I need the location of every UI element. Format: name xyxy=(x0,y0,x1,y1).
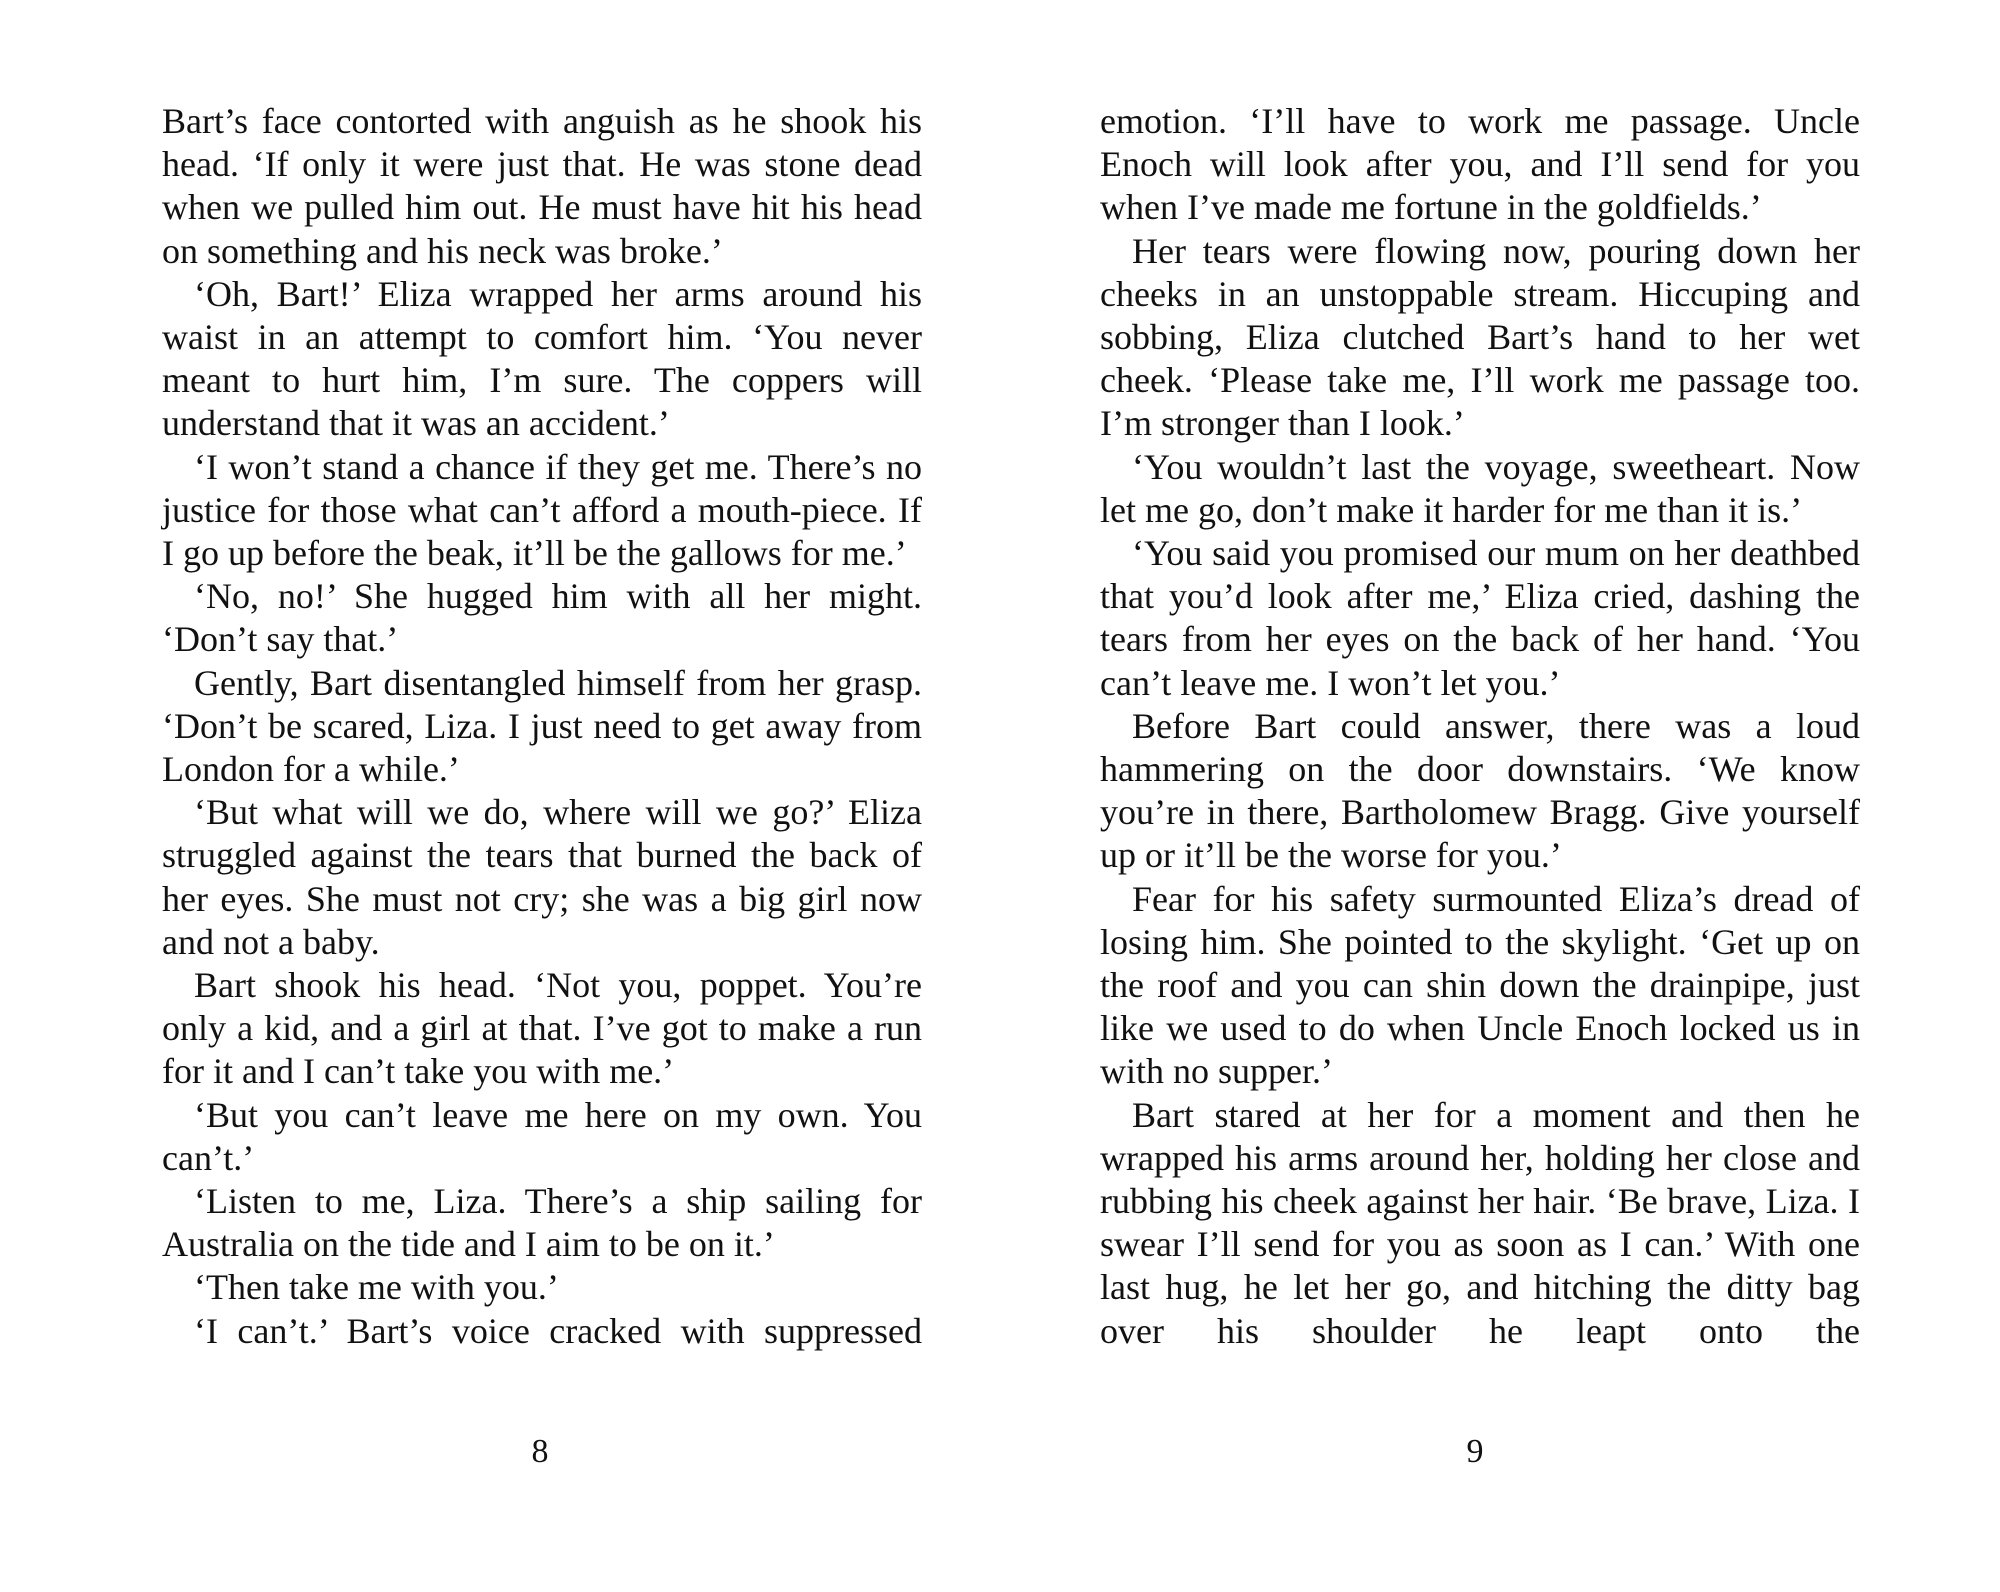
paragraph: ‘Then take me with you.’ xyxy=(194,1267,559,1308)
paragraph: ‘But you can’t leave me here on my own. You can’t.’ xyxy=(162,1094,922,1178)
paragraph: Her tears were flowing now, pouring down her cheeks in an unstoppable stream. Hiccuping and sobbing, Eliza clutched Bart’s hand to her wet cheek. ‘Please take me, I’ll work me passage too. I’m stronger than I look.’ xyxy=(1100,230,1860,444)
paragraph: Bart’s face contorted with anguish as he shook his head. ‘If only it were just that. He was stone dead when we pulled him out. He must have hit his head on something and his neck was broke.’ xyxy=(162,101,922,271)
paragraph: ‘You said you promised our mum on her deathbed that you’d look after me,’ Eliza cried, dashing the tears from her eyes on the back of her hand. ‘You can’t leave me. I won’t let you.’ xyxy=(1100,533,1860,703)
page-number-right: 9 xyxy=(1466,1433,1484,1470)
paragraph: ‘Listen to me, Liza. There’s a ship sailing for Australia on the tide and I aim to be on it.’ xyxy=(162,1181,922,1265)
right-page xyxy=(1100,100,1860,1353)
left-page xyxy=(162,100,922,1353)
paragraph: Before Bart could answer, there was a loud hammering on the door downstairs. ‘We know you’re in there, Bartholomew Bragg. Give yourself up or it’ll be the worse for you.’ xyxy=(1100,705,1860,876)
paragraph: Bart stared at her for a moment and then he wrapped his arms around her, holding her close and rubbing his cheek against her hair. ‘Be brave, Liza. I swear I’ll send for you as soon as I can.’ With one last hug, he let her go, and hitching the ditty bag over his shoulder he leapt onto the xyxy=(1100,1094,1860,1351)
paragraph: ‘No, no!’ She hugged him with all her might. ‘Don’t say that.’ xyxy=(162,576,922,660)
paragraph: Bart shook his head. ‘Not you, poppet. You’re only a kid, and a girl at that. I’ve got to make a run for it and I can’t take you with me.’ xyxy=(162,965,922,1092)
paragraph: ‘Oh, Bart!’ Eliza wrapped her arms around his waist in an attempt to comfort him. ‘You never meant to hurt him, I’m sure. The coppers will understand that it was an accident.’ xyxy=(162,273,922,444)
paragraph: ‘You wouldn’t last the voyage, sweetheart. Now let me go, don’t make it harder for me than it is.’ xyxy=(1100,446,1860,530)
paragraph: ‘But what will we do, where will we go?’ Eliza struggled against the tears that burned the back of her eyes. She must not cry; she was a big girl now and not a baby. xyxy=(162,792,922,962)
paragraph: emotion. ‘I’ll have to work me passage. Uncle Enoch will look after you, and I’ll send for you when I’ve made me fortune in the goldfields.’ xyxy=(1100,101,1860,228)
page-number-left: 8 xyxy=(531,1433,549,1470)
paragraph: ‘I won’t stand a chance if they get me. There’s no justice for those what can’t afford a mouth-piece. If I go up before the beak, it’ll be the gallows for me.’ xyxy=(162,446,922,574)
paragraph: Fear for his safety surmounted Eliza’s dread of losing him. She pointed to the skylight. ‘Get up on the roof and you can shin down the drainpipe, just like we used to do when Uncle Enoch locked us in with no supper.’ xyxy=(1100,878,1860,1092)
paragraph: ‘I can’t.’ Bart’s voice cracked with suppressed xyxy=(194,1310,922,1351)
paragraph: Gently, Bart disentangled himself from her grasp. ‘Don’t be scared, Liza. I just need to get away from London for a while.’ xyxy=(162,662,922,790)
